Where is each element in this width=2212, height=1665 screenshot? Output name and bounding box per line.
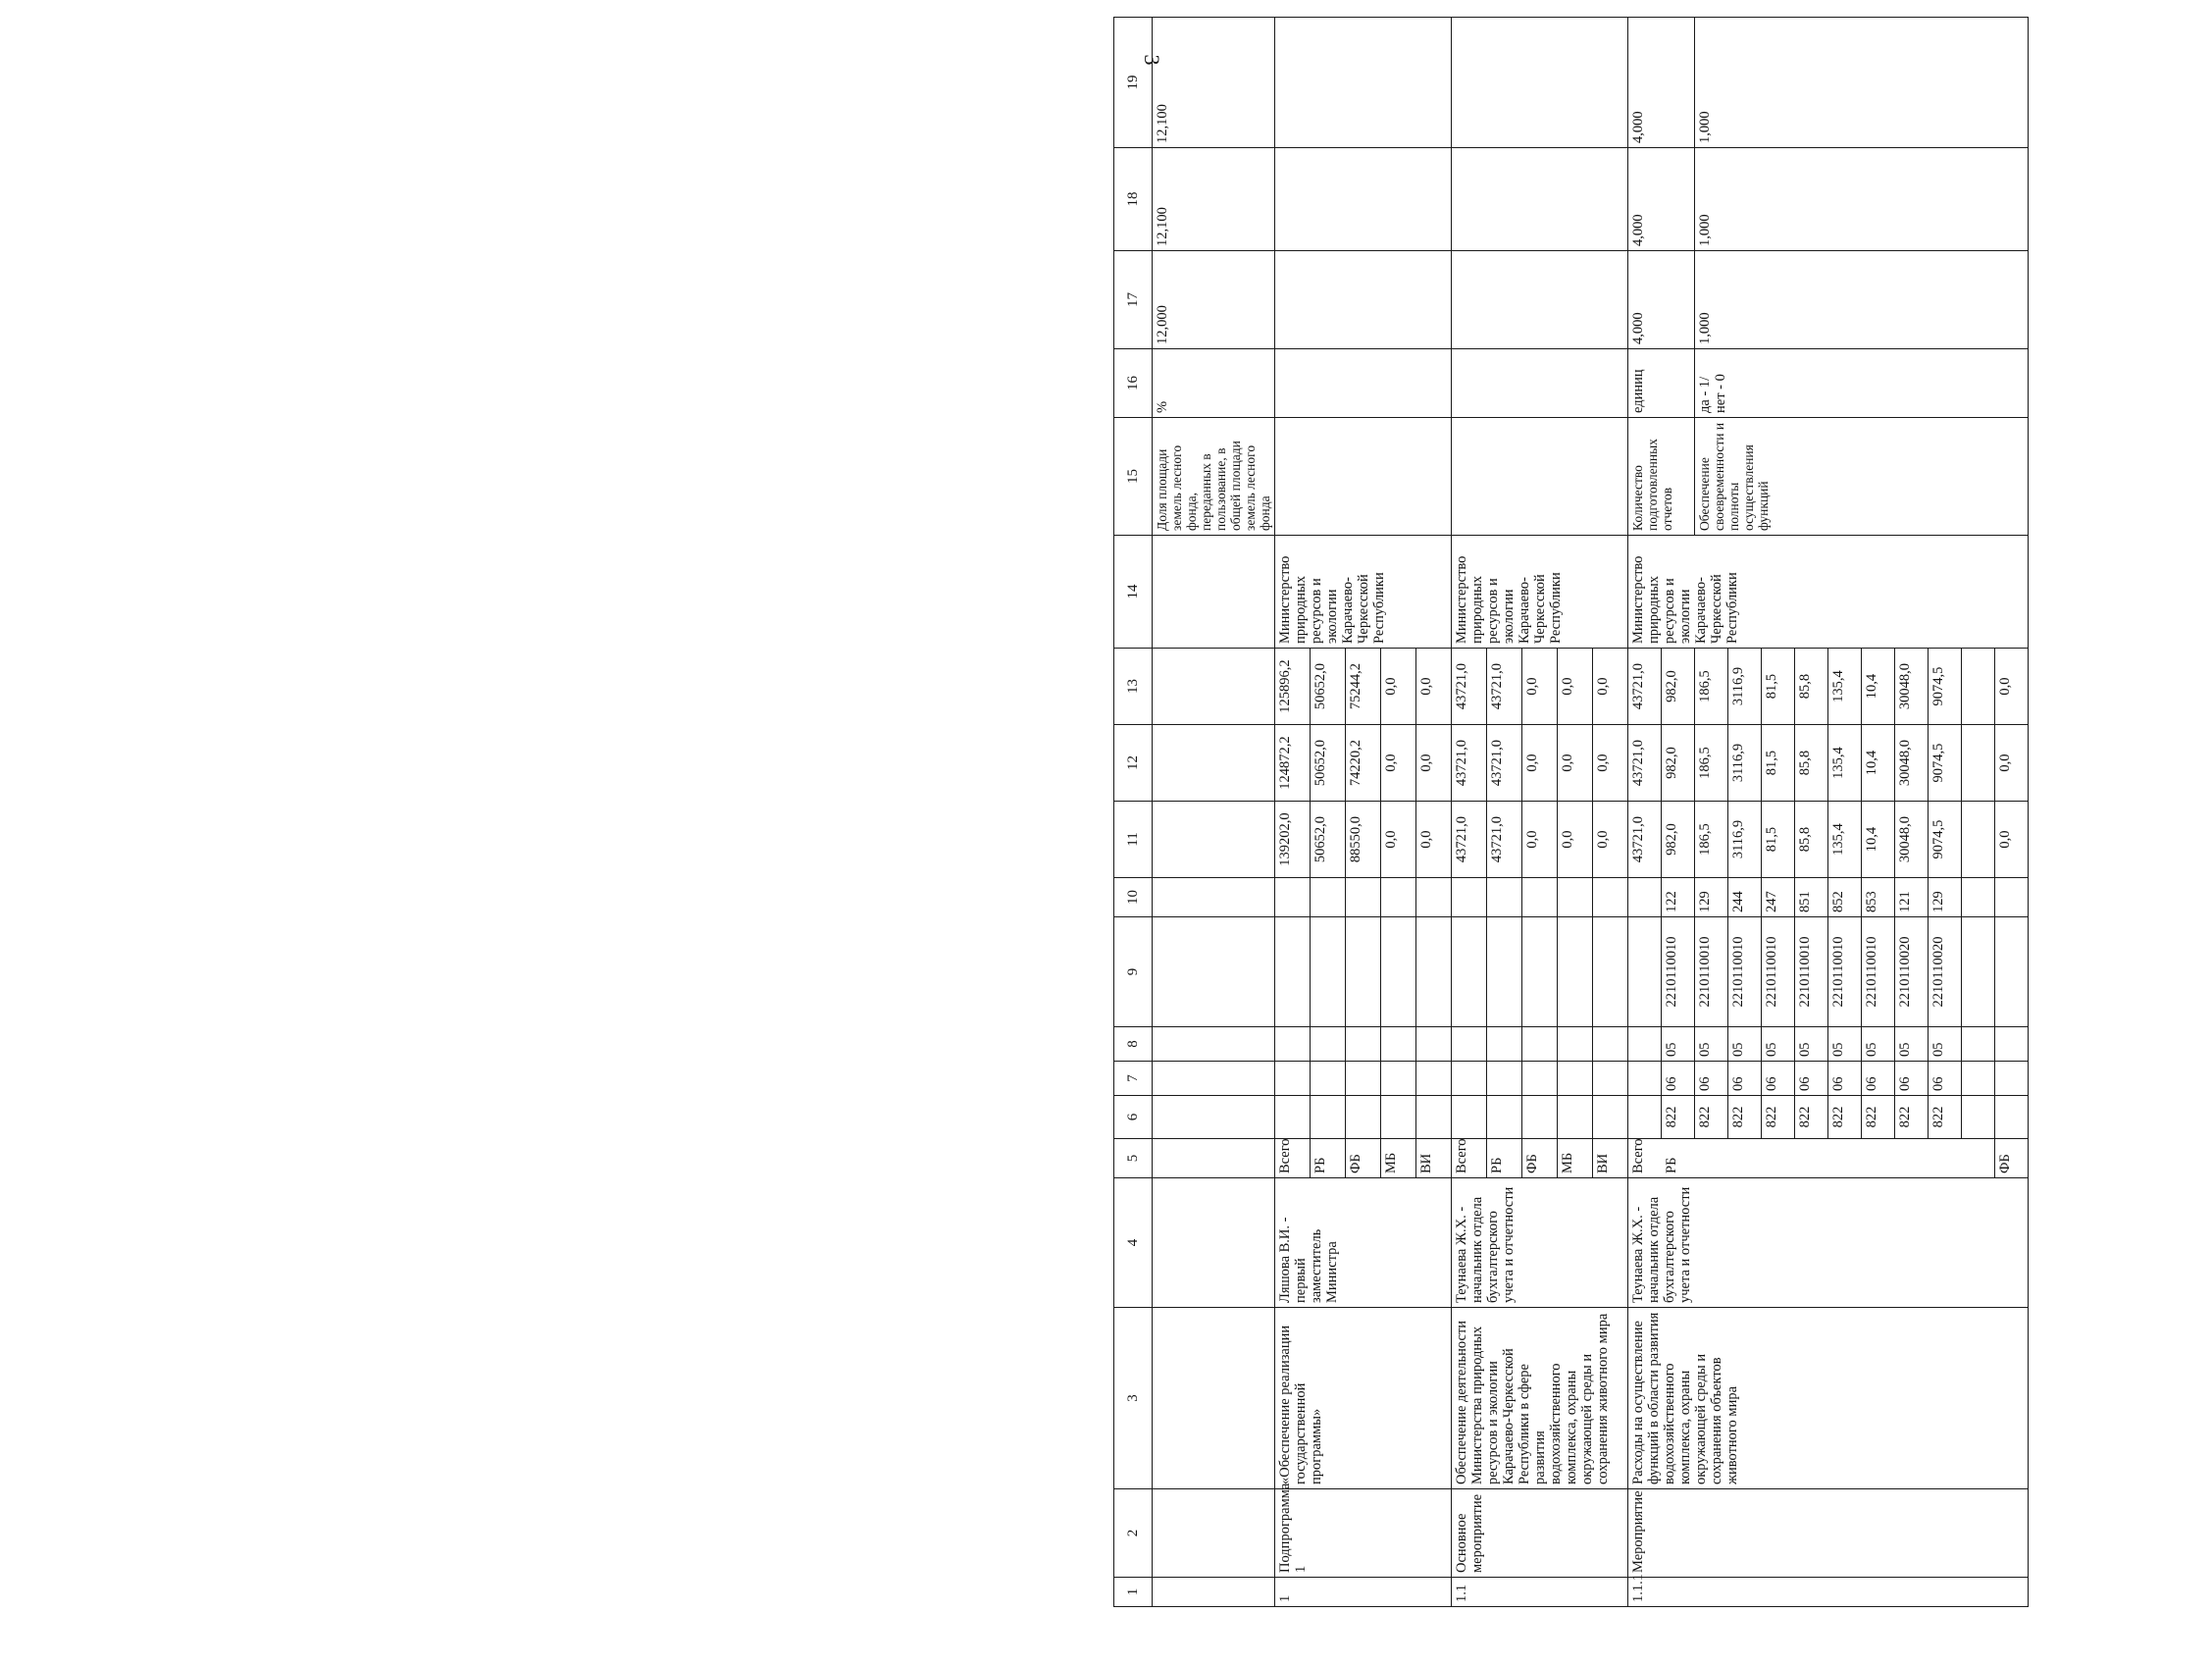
amount: 3116,9 (1728, 649, 1762, 725)
amount: 9074,5 (1929, 725, 1962, 802)
indicator-text: Доля площади земель лесного фонда, переданных в пользование, в общей площади земель лесного фонда (1153, 418, 1275, 536)
amount: 982,0 (1662, 802, 1695, 878)
source: ВИ (1593, 1139, 1628, 1178)
header-cell: 14 (1114, 536, 1153, 649)
row-type: Основное мероприятие (1452, 1489, 1628, 1578)
row-number: 1.1.1 (1628, 1578, 2029, 1607)
header-cell: 2 (1114, 1489, 1153, 1578)
amount: 43721,0 (1452, 725, 1487, 802)
executor: Министерство природных ресурсов и экологии Карачаево-Черкесской Республики (1628, 536, 2029, 649)
header-cell: 1 (1114, 1578, 1153, 1607)
amount: 43721,0 (1452, 649, 1487, 725)
unit: да - 1/ нет - 0 (1695, 349, 2029, 418)
source: РБ (1662, 1139, 1995, 1178)
code-csr: 2210110010 (1728, 917, 1762, 1027)
executor: Министерство природных ресурсов и экологии Карачаево-Черкесской Республики (1275, 536, 1452, 649)
header-cell: 16 (1114, 349, 1153, 418)
amount: 30048,0 (1895, 649, 1929, 725)
header-cell: 11 (1114, 802, 1153, 878)
value-18: 4,000 (1628, 148, 1695, 251)
code-vr: 247 (1762, 878, 1795, 917)
amount: 135,4 (1828, 802, 1862, 878)
row-name: Обеспечение деятельности Министерства природных ресурсов и экологии Карачаево-Черкесской Республики в сфере развития водохозяйственного комплекса, охраны окружающей среды и сохранения животного мира (1452, 1308, 1628, 1489)
amount: 139202,0 (1275, 802, 1311, 878)
amount: 9074,5 (1929, 649, 1962, 725)
amount: 0,0 (1995, 802, 2029, 878)
value-19: 4,000 (1628, 18, 1695, 148)
amount: 186,5 (1695, 649, 1728, 725)
code-vr: 122 (1662, 878, 1695, 917)
header-cell: 4 (1114, 1178, 1153, 1308)
continuation-row (1153, 18, 1275, 1607)
code-r: 06 (1828, 1062, 1862, 1096)
amount: 3116,9 (1728, 725, 1762, 802)
amount: 135,4 (1828, 649, 1862, 725)
code-csr: 2210110010 (1862, 917, 1895, 1027)
amount: 0,0 (1416, 802, 1452, 878)
amount: 0,0 (1381, 802, 1416, 878)
code-p: 05 (1662, 1027, 1695, 1062)
header-cell: 3 (1114, 1308, 1153, 1489)
value-17: 1,000 (1695, 251, 2029, 349)
amount: 0,0 (1995, 725, 2029, 802)
amount: 85,8 (1795, 725, 1828, 802)
amount: 85,8 (1795, 649, 1828, 725)
code-vr: 121 (1895, 878, 1929, 917)
code-csr: 2210110010 (1828, 917, 1862, 1027)
amount: 3116,9 (1728, 802, 1762, 878)
amount: 50652,0 (1311, 725, 1346, 802)
amount: 88550,0 (1346, 802, 1381, 878)
amount: 0,0 (1558, 802, 1593, 878)
code-csr: 2210110020 (1895, 917, 1929, 1027)
code-r: 06 (1662, 1062, 1695, 1096)
source: ВИ (1416, 1139, 1452, 1178)
code-g: 822 (1862, 1096, 1895, 1139)
header-cell: 13 (1114, 649, 1153, 725)
code-csr: 2210110010 (1662, 917, 1695, 1027)
code-g: 822 (1728, 1096, 1762, 1139)
source: ФБ (1995, 1139, 2029, 1178)
indicator-text: Количество подготовленных отчетов (1628, 418, 1695, 536)
indicator-text: Обеспечение своевременности и полноты осуществления функций (1695, 418, 2029, 536)
amount: 81,5 (1762, 725, 1795, 802)
value-18: 12,100 (1153, 148, 1275, 251)
rotated-table-page (1113, 18, 2212, 1607)
amount: 135,4 (1828, 725, 1862, 802)
amount: 30048,0 (1895, 725, 1929, 802)
code-p: 05 (1795, 1027, 1828, 1062)
amount: 0,0 (1558, 725, 1593, 802)
amount: 43721,0 (1628, 725, 1662, 802)
page-number: 3 (1140, 54, 1164, 66)
executor: Министерство природных ресурсов и экологии Карачаево-Черкесской Республики (1452, 536, 1628, 649)
amount: 0,0 (1995, 649, 2029, 725)
amount: 186,5 (1695, 725, 1728, 802)
code-g: 822 (1695, 1096, 1728, 1139)
amount: 43721,0 (1452, 802, 1487, 878)
code-p: 05 (1895, 1027, 1929, 1062)
header-cell: 7 (1114, 1062, 1153, 1096)
code-vr: 851 (1795, 878, 1828, 917)
header-cell: 6 (1114, 1096, 1153, 1139)
code-p: 05 (1728, 1027, 1762, 1062)
code-vr: 852 (1828, 878, 1862, 917)
table-row (1275, 18, 1311, 1607)
header-cell: 5 (1114, 1139, 1153, 1178)
code-r: 06 (1795, 1062, 1828, 1096)
row-number: 1 (1275, 1578, 1452, 1607)
amount: 0,0 (1522, 725, 1558, 802)
code-r: 06 (1762, 1062, 1795, 1096)
code-vr: 129 (1695, 878, 1728, 917)
amount: 43721,0 (1628, 802, 1662, 878)
amount: 0,0 (1593, 649, 1628, 725)
code-vr: 853 (1862, 878, 1895, 917)
amount: 10,4 (1862, 802, 1895, 878)
header-cell: 10 (1114, 878, 1153, 917)
header-row (1114, 18, 1153, 1607)
code-p: 05 (1695, 1027, 1728, 1062)
row-name: «Обеспечение реализации государственной программы» (1275, 1308, 1452, 1489)
code-p: 05 (1828, 1027, 1862, 1062)
code-r: 06 (1929, 1062, 1962, 1096)
amount: 43721,0 (1487, 725, 1522, 802)
row-type: Подпрограмма 1 (1275, 1489, 1452, 1578)
amount: 74220,2 (1346, 725, 1381, 802)
code-r: 06 (1728, 1062, 1762, 1096)
code-r: 06 (1695, 1062, 1728, 1096)
table-row (1452, 18, 1487, 1607)
source: РБ (1311, 1139, 1346, 1178)
code-r: 06 (1862, 1062, 1895, 1096)
value-17: 4,000 (1628, 251, 1695, 349)
amount: 125896,2 (1275, 649, 1311, 725)
header-cell: 9 (1114, 917, 1153, 1027)
amount: 0,0 (1558, 649, 1593, 725)
row-responsible: Теунаева Ж.Х. - начальник отдела бухгалтерского учета и отчетности (1628, 1178, 2029, 1308)
header-cell: 19 (1114, 18, 1153, 148)
code-vr: 244 (1728, 878, 1762, 917)
amount: 50652,0 (1311, 802, 1346, 878)
row-name: Расходы на осуществление функций в области развития водохозяйственного комплекса, охраны окружающей среды и сохранения объектов животного мира (1628, 1308, 2029, 1489)
amount: 85,8 (1795, 802, 1828, 878)
value-19: 1,000 (1695, 18, 2029, 148)
program-table (1113, 17, 2029, 1607)
amount: 43721,0 (1628, 649, 1662, 725)
amount: 0,0 (1416, 725, 1452, 802)
amount: 50652,0 (1311, 649, 1346, 725)
amount: 0,0 (1593, 802, 1628, 878)
code-r: 06 (1895, 1062, 1929, 1096)
code-g: 822 (1662, 1096, 1695, 1139)
amount: 81,5 (1762, 649, 1795, 725)
amount: 0,0 (1593, 725, 1628, 802)
source: ФБ (1522, 1139, 1558, 1178)
amount: 0,0 (1522, 649, 1558, 725)
header-cell: 8 (1114, 1027, 1153, 1062)
code-csr: 2210110010 (1762, 917, 1795, 1027)
value-18: 1,000 (1695, 148, 2029, 251)
header-cell: 17 (1114, 251, 1153, 349)
amount: 0,0 (1381, 725, 1416, 802)
code-g: 822 (1929, 1096, 1962, 1139)
code-csr: 2210110020 (1929, 917, 1962, 1027)
row-number: 1.1 (1452, 1578, 1628, 1607)
code-csr: 2210110010 (1795, 917, 1828, 1027)
source: Всего (1452, 1139, 1487, 1178)
source: РБ (1487, 1139, 1522, 1178)
source: ФБ (1346, 1139, 1381, 1178)
source: Всего (1275, 1139, 1311, 1178)
code-g: 822 (1828, 1096, 1862, 1139)
amount: 0,0 (1416, 649, 1452, 725)
code-csr: 2210110010 (1695, 917, 1728, 1027)
code-vr: 129 (1929, 878, 1962, 917)
amount: 43721,0 (1487, 649, 1522, 725)
amount: 186,5 (1695, 802, 1728, 878)
amount: 0,0 (1522, 802, 1558, 878)
amount: 982,0 (1662, 725, 1695, 802)
unit: % (1153, 349, 1275, 418)
code-g: 822 (1895, 1096, 1929, 1139)
amount: 10,4 (1862, 649, 1895, 725)
row-type: Мероприятие (1628, 1489, 2029, 1578)
source: МБ (1381, 1139, 1416, 1178)
table-row (1628, 18, 1662, 1607)
amount: 10,4 (1862, 725, 1895, 802)
code-g: 822 (1795, 1096, 1828, 1139)
row-responsible: Ляшова В.И. - первый заместитель Министра (1275, 1178, 1452, 1308)
amount: 81,5 (1762, 802, 1795, 878)
value-17: 12,000 (1153, 251, 1275, 349)
value-19: 12,100 (1153, 18, 1275, 148)
amount: 9074,5 (1929, 802, 1962, 878)
amount: 43721,0 (1487, 802, 1522, 878)
amount: 0,0 (1381, 649, 1416, 725)
code-g: 822 (1762, 1096, 1795, 1139)
unit: единиц (1628, 349, 1695, 418)
amount: 124872,2 (1275, 725, 1311, 802)
code-p: 05 (1929, 1027, 1962, 1062)
source: Всего (1628, 1139, 1662, 1178)
header-cell: 12 (1114, 725, 1153, 802)
code-p: 05 (1762, 1027, 1795, 1062)
code-p: 05 (1862, 1027, 1895, 1062)
amount: 30048,0 (1895, 802, 1929, 878)
row-responsible: Теунаева Ж.Х. - начальник отдела бухгалтерского учета и отчетности (1452, 1178, 1628, 1308)
header-cell: 18 (1114, 148, 1153, 251)
header-cell: 15 (1114, 418, 1153, 536)
amount: 75244,2 (1346, 649, 1381, 725)
amount: 982,0 (1662, 649, 1695, 725)
source: МБ (1558, 1139, 1593, 1178)
